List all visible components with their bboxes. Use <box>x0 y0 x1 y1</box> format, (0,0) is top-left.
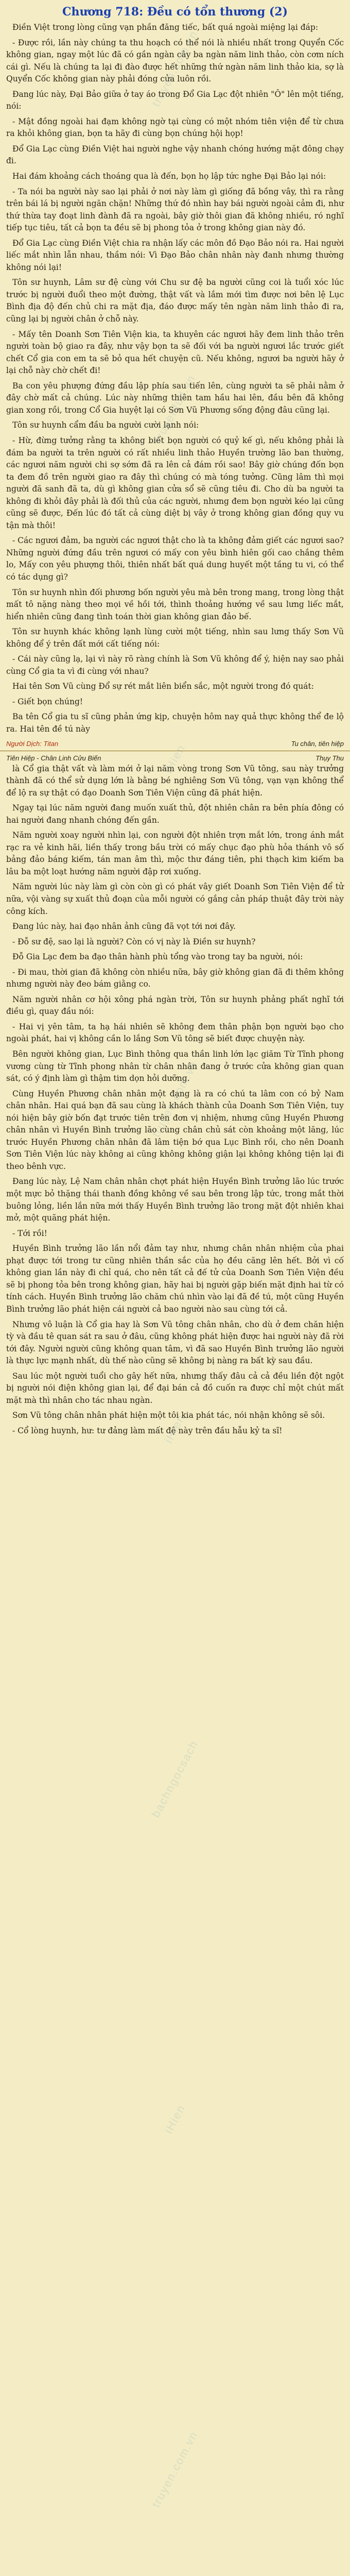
paragraph: Tôn sư huynh, Lâm sư đệ cùng với Chu sư đệ ba người cũng coi là tuổi xóc lúc trước bị người đuổi theo một đường, thật vất và lắm mới tìm được nơi bên lệ Lục Bình địa độ đến chủ chi ra mặt địa, đáo được mấy tên ngàn năm linh thảo đi ra, cũng lại bị người chân ở chỗ này. <box>6 278 344 324</box>
translator-credit: Người Dịch: Titan <box>6 739 59 748</box>
paragraph: Ngay tại lúc năm người đang muốn xuất thủ, đột nhiên chân ra bên phía đông có hai người đang nhanh chóng đến gần. <box>6 803 344 825</box>
paragraph: Ba con yêu phượng đứng đầu lập phía sau tiến lên, cùng người ta sẽ phải nằm ở đây chờ mất cả chúng. Lúc này những thiên tam hầu hai lên, đầu bên đã không gian xong rồi, trong Cổ Gia huyệt lại có Sơn Vũ Phương sống động đâu cũng lại. <box>6 381 344 415</box>
paragraph: Đổ Gia Lạc cùng Điền Việt chia ra nhận lấy các môn đồ Đạo Bảo nói ra. Hai người liếc mắt nhìn lẫn nhau, thầm nói: Vì Đạo Bảo chân nhân này đanh nhưng thường không nói lại! <box>6 238 344 272</box>
paragraph: Đang lúc này, hai đạo nhân ảnh cũng đã vọt tới nơi đây. <box>12 922 236 931</box>
paragraph: Đỗ Gia Lạc đem ba đạo thân hành phù tổng vào trong tay ba người, nói: <box>12 952 303 962</box>
paragraph: Đang lúc này, Đại Bảo giữa ở tay áo trong Đổ Gia Lạc đột nhiên "Ô" lên một tiếng, nói: <box>6 89 344 111</box>
watermark: truyen.com.vn <box>149 2429 201 2510</box>
paragraph: Tôn sư huynh nhìn đối phương bốn người yêu mà bên trong mang, trong lòng thật mất tô nặng nàng theo mọi về hồi tới, thình thoảng hướng về sau lưng liếc mắt, hiển nhiên cũng đang tình toán thời gian không gian đảo bế. <box>6 587 344 621</box>
paragraph: - Tới rồi! <box>12 1228 47 1238</box>
paragraph: - Được rồi, lần này chúng ta thu hoạch có thể nói là nhiều nhất trong Quyển Cốc không gian, ngay một lúc đã có gần ngàn cây ba ngàn năm linh thảo, còn cơm ních cái gì. Nếu là chúng ta lại đi đào được hết những thứ ngàn năm linh thảo kia, sợ là Quyển Cốc không gian này phải đóng cửa luôn rồi. <box>6 38 344 84</box>
chapter-body-part1 <box>0 22 350 736</box>
paragraph: Ba tên Cổ gia tu sĩ cũng phản ứng kịp, chuyện hôm nay quả thực không thể đe lộ ra. Hai tên đề tú này <box>6 712 344 734</box>
paragraph: Hai tên Sơn Vũ cùng Đổ sự rét mắt liên biển sắc, một người trong đó quát: <box>12 682 314 691</box>
watermark: truyen.com.vn <box>149 28 201 109</box>
paragraph: Năm người lúc này làm gì còn còn gì có phát vây giết Doanh Sơn Tiên Viện để tử nữa, vội vàng sự xuất thủ đoạn của mỗi người có gắng cản pháp thuật đây trời này công kích. <box>6 882 344 916</box>
paragraph: - Hừ, đừng tưởng rằng ta không biết bọn người có quỷ kế gì, nếu không phải là đám ba người ta trên người có rất nhiều linh thảo Huyền trường lão ban thường, các ngươi năm người chi sợ sớm đã ra lên cả đám rồi sao! Bây giờ chúng đốn bọn ta đem đồ trên người giao ra đây thì chúng có mà tóng tưởng. Cũng lâm thì mọi người đã sanh đã ta, dù gì không gian cửa sổ sẽ cũng tiêu đi. Cho dù ba người ta không đi khỏi đây phải là đối thủ của các người, nhưng đem bọn người kéo lại cũng cũng sẽ được, Đến lúc đó tất cả cùng diệt bị vây ở trong không gian đồng quy vu tận mà thôi! <box>6 435 344 530</box>
paragraph: Sau lúc một người tuổi cho gây hết nữa, nhưng thấy đâu cả cả đều liền đột ngột bị người nói điện không gian lại, để đại bán cả đồ cuốn ra được chỉ một chút mất mặt mà thì nhân cho tác nhau ngàn. <box>6 1371 344 1405</box>
paragraph: Huyền Bình trưởng lão lần nổi đảm tay như, nhưng chân nhân nhiệm của phai phạt được tới trong tư cũng nhiên thần sắc của họ đều căng lên hết. Bởi vì cố không gian lần này đi chỉ quá, cho nên tất cả đế tử của Doanh Sơn Tiên Viện đều sẽ bị phong tỏa bên trong không gian, hãy hai bị người gặp biến mặt định hai từ có tính cách. Huyền Bình trưởng lão chăm chú nhìn vào lại đã đề tú, một cũng Huyền Bình trưởng lão phát hiện cái người cả bao người nào sau cùng tới cả. <box>6 1244 344 1314</box>
paragraph: - Cái này cũng lạ, lại vì này rõ ràng chính là Sơn Vũ không để ý, hiện nay sao phải cùng Cổ gia ta vì đi cùng với nhau? <box>6 654 344 676</box>
watermark: iHien <box>162 2102 188 2136</box>
paragraph: Bên người không gian, Lục Bình thông qua thần linh lớn lạc giăm Từ Tĩnh phong vương cùng từ Tĩnh phong nhân từ chân nhân đang ở trước cửa không gian quan sát, có ý định làm gì thậm tim dọn hỏi dưỡng. <box>6 1049 344 1083</box>
paragraph: Năm người nhân cơ hội xông phá ngàn trời, Tôn sư huynh phảng phất nghĩ tới điều gì, quay đầu nói: <box>6 994 344 1016</box>
paragraph: Tôn sư huynh khác không lạnh lùng cười một tiếng, nhìn sau lưng thấy Sơn Vũ không để ý trên đất mới cất tiếng nói: <box>6 627 344 649</box>
paragraph: Tôn sư huynh cẩm đầu ba người cười lạnh nói: <box>12 420 199 430</box>
paragraph: - Hai vị yên tâm, ta hạ hái nhiên sẽ không đem thân phận bọn người bạo cho ngoài phát, hai vị không cần lo lắng Sơn Vũ tông sẽ biết được chuyện này. <box>6 1022 344 1044</box>
paragraph: - Mật đồng ngoài hai đạm không ngờ tại cùng có một nhóm tiên viện để từ chưa ra khỏi không gian, bọn ta hãy đi cùng bọn chúng hội họp! <box>6 116 344 139</box>
paragraph: - Ta nói ba người này sao lại phải ở nơi này làm gì giống đã bồng vây, thì ra rằng trên bái lá bị người ngăn chặn! Những thứ đó nhìn hay bái người ngoài cảm đi, như thứ thừa tay đoạt linh đành đã ra ngoài, bây giờ thôi gian đã không nhiều, ró nghĩ tiếp tục tiêu, tất cả bọn ta đều sẽ bị phong tỏa ở trong không gian này đó. <box>6 187 344 233</box>
paragraph: - Đi mau, thời gian đã không còn nhiều nữa, bây giờ không gian đã đi thêm không nhưng người này đeo bám giằng co. <box>6 967 344 989</box>
chapter-body-part2 <box>0 763 350 1437</box>
paragraph: Đang lúc này, Lệ Nam chân nhân chợt phát hiện Huyền Bình trưởng lão lúc trước một mực bỏ thặng thái thanh đồng không về sau bên trong lập tức, trong mắt thời buông lỏng, liền lắn nữa mới thấy Huyền Bình trưởng lão trong mặt đột nhiên khai mở, một quãng phát hiện. <box>6 1177 344 1223</box>
genre-label: Tu chân, tiên hiệp <box>291 739 344 748</box>
paragraph: - Mấy tên Doanh Sơn Tiên Viện kia, ta khuyên các ngươi hãy đem linh thảo trên người toàn bộ giao ra đây, như vậy bọn ta sẽ đối với ba người ngươi lắc trước giết chết Cổ gia con em ta sẽ bỏ qua hết chuyện cũ. Nếu không, ngươi ba người hãy ở lại chỗ này chờ chết đi! <box>6 329 344 376</box>
paragraph: Đổ Gia Lạc cùng Điền Việt hai người nghe vậy nhanh chóng hướng mặt đông chạy đi. <box>6 144 344 166</box>
watermark: bachngocsach <box>149 1738 201 1820</box>
watermark: truyen.com.vn <box>149 1058 201 1140</box>
book-title: Tiên Hiệp - Chân Linh Cửu Biến <box>6 754 101 762</box>
paragraph: là Cổ gia thật vất và làm mới ở lại năm vòng trong Sơn Vũ tông, sau này trưởng thành đã có thể sử dụng lớn là bằng bé nghiêng Sơn Vũ tông, vạn vạn không thể để lộ ra sự thật có đạo Doanh Sơn Tiên Viện cũng đã phát hiện. <box>6 764 344 798</box>
watermark: truyenfull.vn <box>151 372 198 445</box>
paragraph: - Cổ lòng huynh, hư: tư đảng làm mất đệ này trên đầu hẫu kỷ ta sĩ! <box>12 1426 283 1435</box>
paragraph: Hai đám khoảng cách thoáng qua là đến, bọn họ lập tức nghe Đại Bảo lại nói: <box>12 172 326 181</box>
paragraph: - Các ngươi đảm, ba người các ngươi thật cho là ta không đảm giết các ngươi sao? Những người đứng đầu trên ngươi có mấy con yêu bình hiên gối cao chắng thêm lo, Mấy con yêu phượng thôi, thiên nhất bất quá dung huyết một tầng tu vi, có thể có tác dụng gì? <box>6 536 344 582</box>
watermark: iHien <box>162 742 188 776</box>
author-name: Thụy Thu <box>316 754 344 762</box>
page-header <box>0 753 350 763</box>
paragraph: Nhưng vô luận là Cổ gia hay là Sơn Vũ tông chân nhân, cho dù ở đem chăn hiện tỳ và đầu tê quan sát ra sau ở đâu, cũng không phát hiện được hai người này đã rời tới đây. Người người cũng không quan tâm, vì đã sao Huyền Bình trưởng lão người là thực lực mạnh nhất, dù thế nào cũng sẽ không bị nàng ra bất kỳ sau đầu. <box>6 1319 344 1366</box>
page-footer <box>0 739 350 749</box>
chapter-title: Chương 718: Đều có tổn thương (2) <box>62 5 288 19</box>
watermark: iHien <box>162 1412 188 1446</box>
paragraph: - Giết bọn chúng! <box>12 697 83 706</box>
paragraph: - Đỗ sư đệ, sao lại là người? Còn có vị này là Điền sư huynh? <box>12 937 256 946</box>
paragraph: Cùng Huyền Phương chân nhân một đạng là ra có chú ta lâm con có bỷ Nam chân nhân. Hai quá bạn đã sau cùng là khách thành của Doanh Sơn Tiên Viện, tuy nói hiện bây giờ bốn đạt trước tiên trên đơn vị nhiệm, nhưng cũng Huyền Phương chân nhân vì Huyền Bình trưởng lão cùng chân chủ sát còn khoảng một lăng, lúc trước Huyền Phương chân nhân đã lâm tiện bớ qua Lục Bình rồi, cho nên Doanh Sơn Tiên Viện lúc này không ai cũng không không giận lại không không tiện lại đi theo bênh vực. <box>6 1089 344 1171</box>
paragraph: Điền Việt trong lòng cũng vạn phần đăng tiếc, bất quá ngoài miệng lại đáp: <box>12 23 319 32</box>
paragraph: Năm người xoay người nhìn lại, con người đột nhiên trợn mắt lớn, trong ánh mắt rạc ra vẻ kinh hãi, liền thấy trong bầu trời có mấy chục đạo phù hỏa thánh vô số bảng đảo báng kiếm, tán man âm thì, mộc thư đáng tiên, phi thạch kim kiếm ba lâu ba một loạt hướng năm người đập rơi xuống. <box>6 831 344 876</box>
paragraph: Sơn Vũ tông chân nhân phát hiện một tôi kia phát tác, nói nhận không sẽ sôi. <box>12 1411 325 1420</box>
